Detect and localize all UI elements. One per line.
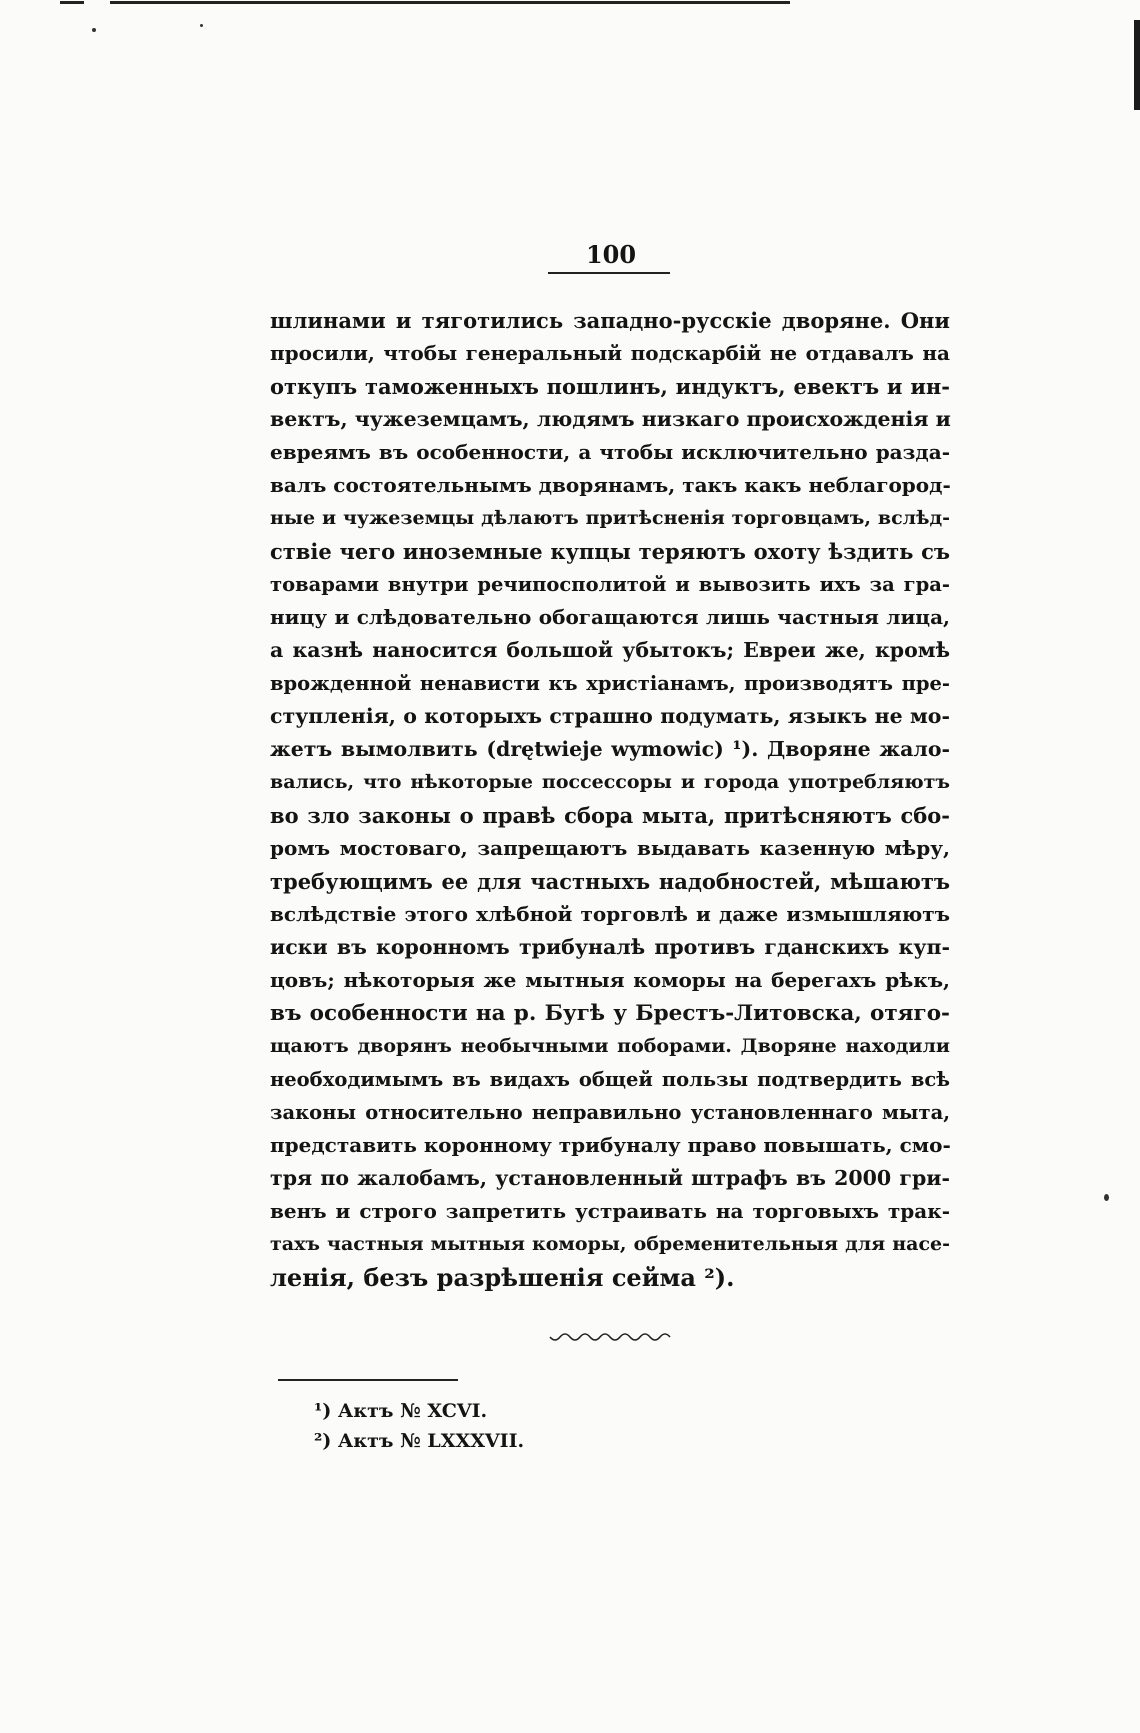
- page-number: 100: [585, 240, 637, 269]
- text-line: вектъ, чужеземцамъ, людямъ низкаго происхожденія и: [270, 407, 951, 431]
- footnote: ²) Актъ № LXXXVII.: [314, 1430, 525, 1452]
- scan-edge-artifact: [1134, 20, 1140, 110]
- scan-speck: [92, 28, 96, 32]
- text-line: просили, чтобы генеральный подскарбій не отдавалъ на: [270, 341, 950, 365]
- text-line: тахъ частныя мытныя коморы, обременительныя для насе-: [270, 1233, 950, 1255]
- text-line: ленія, безъ разрѣшенія сейма ²).: [270, 1263, 735, 1292]
- ornament-divider: [548, 1332, 672, 1346]
- text-line: требующимъ ее для частныхъ надобностей, мѣшаютъ: [270, 869, 950, 894]
- text-line: валъ состоятельнымъ дворянамъ, такъ какъ неблагород-: [270, 473, 951, 497]
- text-line: венъ и строго запретить устраивать на торговыхъ трак-: [270, 1199, 950, 1223]
- text-line: вслѣдствіе этого хлѣбной торговлѣ и даже измышляютъ: [270, 902, 950, 926]
- footnote: ¹) Актъ № XCVI.: [314, 1400, 488, 1422]
- text-line: необходимымъ въ видахъ общей пользы подтвердить всѣ: [270, 1068, 950, 1091]
- scan-speck: [1104, 1194, 1109, 1201]
- text-line: ницу и слѣдовательно обогащаются лишь частныя лица,: [270, 605, 950, 629]
- scan-speck: [200, 24, 203, 27]
- text-line: ромъ мостоваго, запрещаютъ выдавать казенную мѣру,: [270, 836, 950, 860]
- text-line: представить коронному трибуналу право повышать, смо-: [270, 1133, 951, 1157]
- text-line: жетъ вымолвить (drętwieje wymowic) ¹). Дворяне жало-: [270, 737, 950, 761]
- text-line: евреямъ въ особенности, а чтобы исключительно разда-: [270, 440, 950, 464]
- text-line: ступленія, о которыхъ страшно подумать, языкъ не мо-: [270, 704, 950, 728]
- text-line: законы относительно неправильно установленнаго мыта,: [270, 1101, 950, 1124]
- footnote-rule: [278, 1379, 458, 1381]
- text-line: иски въ коронномъ трибуналѣ противъ гданскихъ куп-: [270, 935, 950, 959]
- text-line: товарами внутри речипосполитой и вывозить ихъ за гра-: [270, 573, 950, 596]
- text-line: ные и чужеземцы дѣлаютъ притѣсненія торговцамъ, вслѣд-: [270, 507, 950, 529]
- text-line: а казнѣ наносится большой убытокъ; Евреи же, кромѣ: [270, 638, 950, 662]
- text-line: въ особенности на р. Бугѣ у Брестъ-Литовска, отяго-: [270, 1001, 950, 1026]
- body-text: [270, 304, 950, 1294]
- text-line: во зло законы о правѣ сбора мыта, притѣсняютъ сбо-: [270, 803, 950, 828]
- text-line: врожденной ненависти къ христіанамъ, производятъ пре-: [270, 672, 950, 695]
- text-line: щаютъ дворянъ необычными поборами. Дворяне находили: [270, 1035, 950, 1057]
- text-line: тря по жалобамъ, установленный штрафъ въ 2000 гри-: [270, 1166, 950, 1190]
- text-line: откупъ таможенныхъ пошлинъ, индуктъ, евектъ и ин-: [270, 374, 950, 399]
- scan-edge-artifact: [0, 0, 1140, 8]
- text-line: шлинами и тяготились западно-русскіе дворяне. Они: [270, 308, 950, 333]
- text-line: ствіе чего иноземные купцы теряютъ охоту ѣздить съ: [270, 539, 950, 564]
- text-line: вались, что нѣкоторые поссессоры и города употребляютъ: [270, 771, 950, 793]
- footnotes: [314, 1396, 524, 1456]
- text-line: цовъ; нѣкоторыя же мытныя коморы на берегахъ рѣкъ,: [270, 968, 950, 992]
- page-number-rule: [548, 272, 670, 274]
